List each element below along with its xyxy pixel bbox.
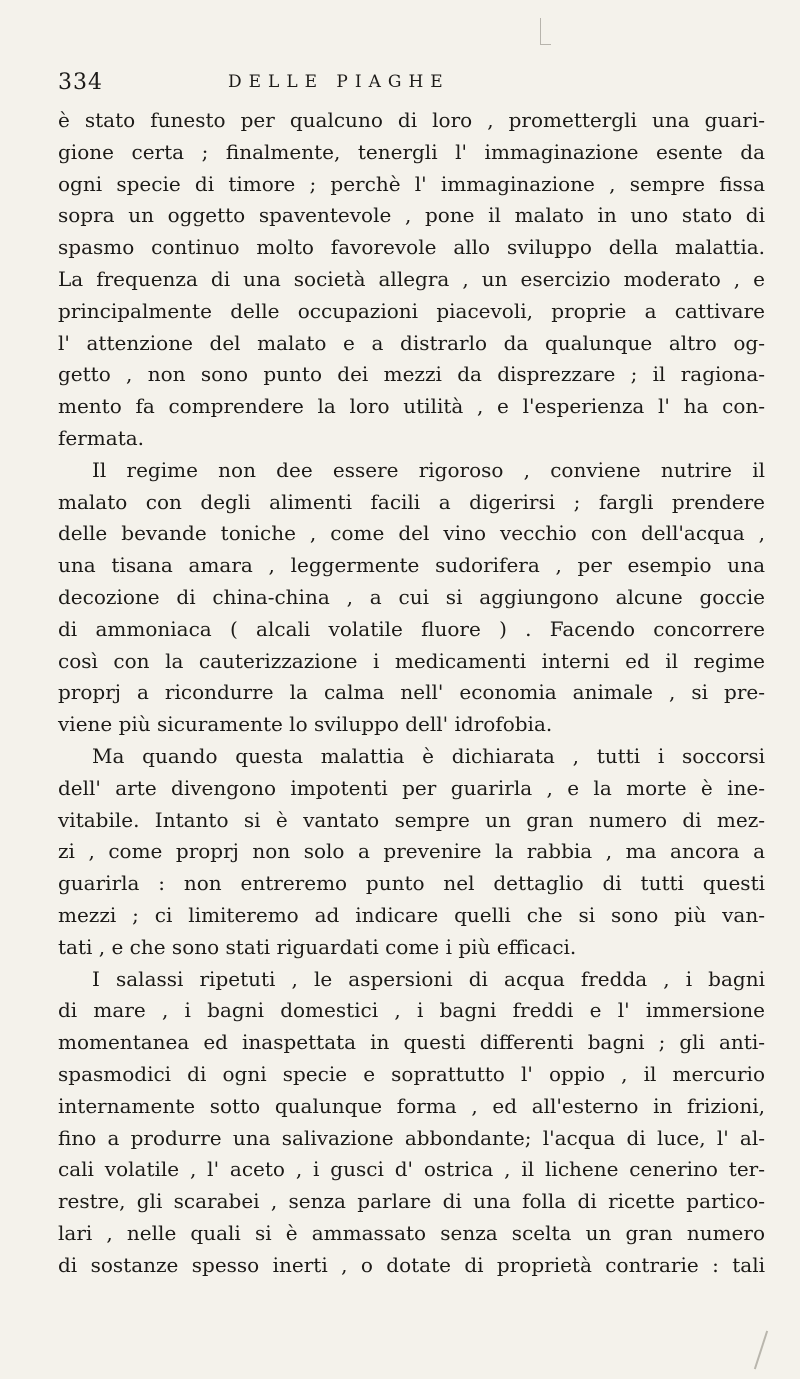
- text-line: ogni specie di timore ; perchè l' immaginazione , sempre fissa: [58, 171, 765, 196]
- text-line: di ammoniaca ( alcali volatile fluore ) . Facendo concorrere: [58, 616, 765, 641]
- text-line: La frequenza di una società allegra , un esercizio moderato , e: [58, 266, 765, 291]
- text-line: cali volatile , l' aceto , i gusci d' ostrica , il lichene cenerino ter-: [58, 1157, 765, 1182]
- paragraph-2: [58, 455, 765, 741]
- text-line: zi , come proprj non solo a prevenire la rabbia , ma ancora a: [58, 839, 765, 864]
- text-line: vitabile. Intanto si è vantato sempre un gran numero di mez-: [58, 807, 765, 832]
- text-line: proprj a ricondurre la calma nell' economia animale , si pre-: [58, 680, 765, 705]
- paragraph-3: [58, 741, 765, 964]
- text-line: l' attenzione del malato e a distrarlo da qualunque altro og-: [58, 330, 765, 355]
- text-line: una tisana amara , leggermente sudorifera , per esempio una: [58, 553, 765, 578]
- text-line: mezzi ; ci limiteremo ad indicare quelli che si sono più van-: [58, 902, 765, 927]
- text-line: mento fa comprendere la loro utilità , e l'esperienza l' ha con-: [58, 394, 765, 419]
- paragraph-4: [58, 964, 765, 1282]
- text-line: gione certa ; finalmente, tenergli l' immaginazione esente da: [58, 139, 765, 164]
- text-line: I salassi ripetuti , le aspersioni di acqua fredda , i bagni: [92, 966, 765, 991]
- page-corner-mark: [540, 18, 551, 45]
- text-line: guarirla : non entreremo punto nel dettaglio di tutti questi: [58, 871, 765, 896]
- page-header: [58, 70, 758, 100]
- text-line: malato con degli alimenti facili a digerirsi ; fargli prendere: [58, 489, 765, 514]
- text-line: Il regime non dee essere rigoroso , conviene nutrire il: [92, 457, 765, 482]
- text-line: è stato funesto per qualcuno di loro , promettergli una guari-: [58, 108, 765, 132]
- text-line: di mare , i bagni domestici , i bagni freddi e l' immersione: [58, 998, 765, 1023]
- text-line: lari , nelle quali si è ammassato senza scelta un gran numero: [58, 1220, 765, 1245]
- text-line: restre, gli scarabei , senza parlare di una folla di ricette partico-: [58, 1189, 765, 1214]
- text-line: Ma quando questa malattia è dichiarata , tutti i soccorsi: [92, 743, 765, 768]
- page-number: 334: [58, 70, 103, 95]
- text-line: fermata.: [58, 425, 145, 450]
- paragraph-1: [58, 105, 765, 455]
- text-line: delle bevande toniche , come del vino vecchio con dell'acqua ,: [58, 521, 765, 546]
- text-line: decozione di china-china , a cui si aggiungono alcune goccie: [58, 584, 765, 609]
- text-line: internamente sotto qualunque forma , ed all'esterno in frizioni,: [58, 1093, 765, 1118]
- text-line: di sostanze spesso inerti , o dotate di proprietà contrarie : tali: [58, 1252, 765, 1277]
- text-line: fino a produrre una salivazione abbondante; l'acqua di luce, l' al-: [58, 1125, 765, 1150]
- text-line: sopra un oggetto spaventevole , pone il malato in uno stato di: [58, 203, 765, 228]
- text-line: spasmodici di ogni specie e soprattutto l' oppio , il mercurio: [58, 1061, 765, 1086]
- text-line: dell' arte divengono impotenti per guarirla , e la morte è ine-: [58, 775, 765, 800]
- text-line: getto , non sono punto dei mezzi da disprezzare ; il ragiona-: [58, 362, 765, 387]
- text-line: viene più sicuramente lo sviluppo dell' idrofobia.: [58, 712, 553, 737]
- text-line: momentanea ed inaspettata in questi differenti bagni ; gli anti-: [58, 1030, 765, 1055]
- text-line: così con la cauterizzazione i medicamenti interni ed il regime: [58, 648, 765, 673]
- body-text: [58, 105, 765, 1281]
- text-line: spasmo continuo molto favorevole allo sviluppo della malattia.: [58, 235, 765, 260]
- text-line: principalmente delle occupazioni piacevoli, proprie a cattivare: [58, 298, 765, 323]
- text-line: tati , e che sono stati riguardati come i più efficaci.: [58, 934, 577, 959]
- running-head: DELLE PIAGHE: [228, 72, 450, 92]
- paper-mark: [754, 1331, 768, 1370]
